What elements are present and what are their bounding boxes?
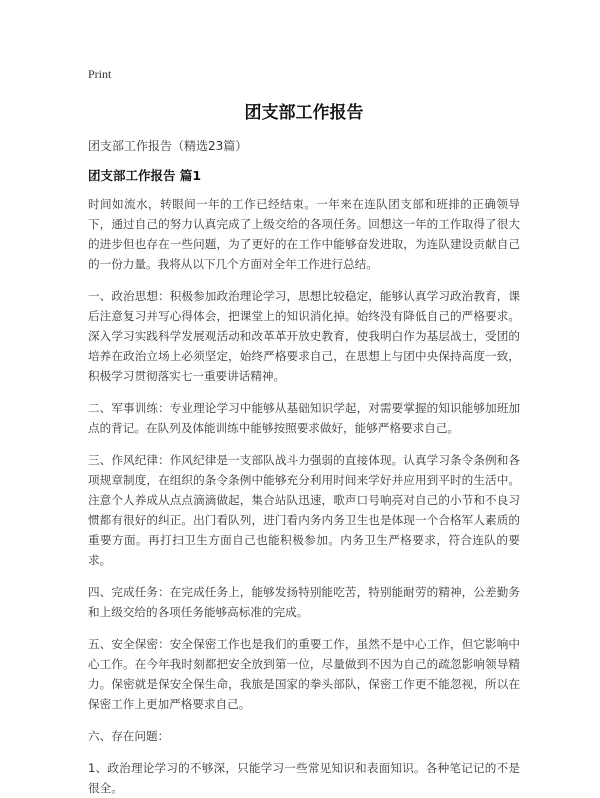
paragraph-intro: 时间如流水，转眼间一年的工作已经结束。一年来在连队团支部和班排的正确领导下，通过自己的努力认真完成了上级交给的各项任务。回想这一年的工作取得了很大的进步但也存在一些问题，为了更好的在工作中能够奋发进取，为连队建设贡献自己的一份力量。我将从以下几个方面对全年工作进行总结。 xyxy=(88,197,520,271)
document-subtitle: 团支部工作报告（精选23篇） xyxy=(88,139,248,153)
paragraph-tasks: 四、完成任务：在完成任务上，能够发扬特别能吃苦，特别能耐劳的精神，公差勤务和上级交给的各项任务能够高标准的完成。 xyxy=(88,585,520,619)
print-link[interactable]: Print xyxy=(88,67,112,81)
paragraph-problems-heading: 六、存在问题： xyxy=(88,729,170,743)
paragraph-problem-1: 1、政治理论学习的不够深，只能学习一些常见知识和表面知识。各种笔记记的不是很全。 xyxy=(88,761,520,795)
document-page xyxy=(88,66,520,798)
paragraph-discipline: 三、作风纪律：作风纪律是一支部队战斗力强弱的直接体现。认真学习条令条例和各项规章制度，在组织的条令条例中能够充分利用时间来学好并应用到平时的生活中。注意个人养成从点点滴滴做起，集合站队迅速，歌声口号响亮对自己的小节和不良习惯都有很好的纠正。出门看队列，进门看内务内务卫生也是体现一个合格军人素质的重要方面。再打扫卫生方面自己也能积极参加。内务卫生严格要求，符合连队的要求。 xyxy=(88,453,520,567)
page-title: 团支部工作报告 xyxy=(244,103,364,123)
paragraph-security: 五、安全保密：安全保密工作也是我们的重要工作，虽然不是中心工作，但它影响中心工作。在今年我时刻都把安全放到第一位，尽量做到不因为自己的疏忽影响领导精力。保密就是保安全保生命，我旅是国家的拳头部队，保密工作更不能忽视，所以在保密工作上更加严格要求自己。 xyxy=(88,637,520,711)
section-heading: 团支部工作报告 篇1 xyxy=(88,168,202,183)
paragraph-political: 一、政治思想：积极参加政治理论学习，思想比较稳定，能够认真学习政治教育，课后注意复习并写心得体会，把课堂上的知识消化掉。始终没有降低自己的严格要求。深入学习实践科学发展观活动和改革革开放史教育，使我明白作为基层战士，受团的培养在政治立场上必须坚定，始终严格要求自己，在思想上与团中央保持高度一致，积极学习贯彻落实七一重要讲话精神。 xyxy=(88,289,520,383)
paragraph-military-training: 二、军事训练：专业理论学习中能够从基础知识学起，对需要掌握的知识能够加班加点的背记。在队列及体能训练中能够按照要求做好，能够严格要求自己。 xyxy=(88,401,520,435)
